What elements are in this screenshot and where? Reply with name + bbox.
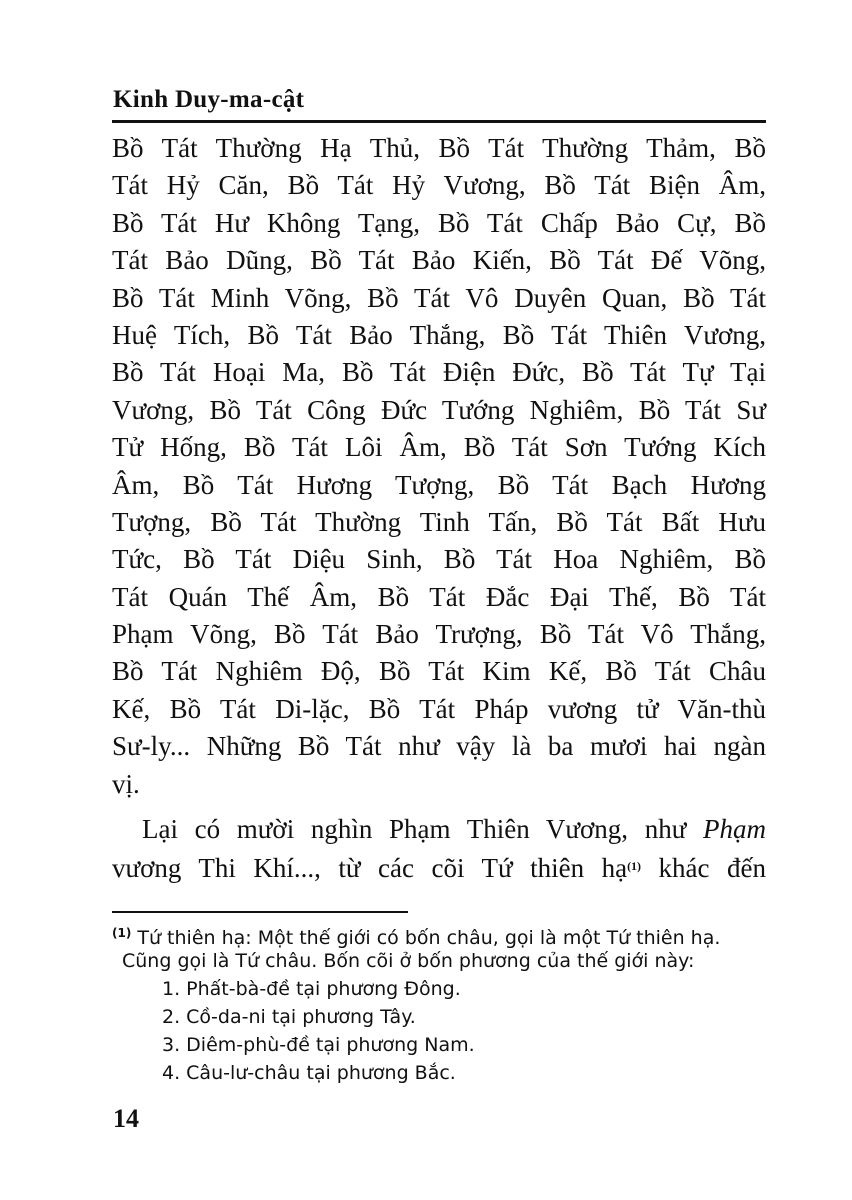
text-line: Tát Hỷ Căn, Bồ Tát Hỷ Vương, Bồ Tát Biện Âm, (112, 170, 766, 201)
text-line: Vương, Bồ Tát Công Đức Tướng Nghiêm, Bồ Tát Sư (112, 394, 766, 425)
text-line: Sư-ly... Những Bồ Tát như vậy là ba mươi hai ngàn (112, 731, 766, 762)
text-line: Tức, Bồ Tát Diệu Sinh, Bồ Tát Hoa Nghiêm, Bồ (112, 544, 766, 575)
text-line (112, 811, 766, 848)
footnote-list-item: 3. Diêm-phù-đề tại phương Nam. (162, 1034, 475, 1056)
text-line: Tát Bảo Dũng, Bồ Tát Bảo Kiến, Bồ Tát Đế Võng, (112, 245, 766, 276)
footnote-reference[interactable]: (1) (627, 859, 642, 874)
footnote-line (112, 919, 766, 947)
text-line: Bồ Tát Nghiêm Độ, Bồ Tát Kim Kế, Bồ Tát Châu (112, 656, 766, 687)
page-number: 14 (113, 1104, 139, 1133)
text-line (112, 848, 766, 885)
footnote-list-item: 4. Câu-lư-châu tại phương Bắc. (162, 1062, 456, 1084)
text-line: Âm, Bồ Tát Hương Tượng, Bồ Tát Bạch Hương (112, 469, 766, 500)
body-text (112, 130, 766, 886)
footnote-list-item: 1. Phất-bà-đề tại phương Đông. (162, 978, 461, 1000)
paragraph-2 (112, 811, 766, 886)
text-line: Huệ Tích, Bồ Tát Bảo Thắng, Bồ Tát Thiên Vương, (112, 319, 766, 350)
text-line: Phạm Võng, Bồ Tát Bảo Trượng, Bồ Tát Vô Thắng, (112, 619, 766, 650)
footnote-list-item: 2. Cồ-da-ni tại phương Tây. (162, 1006, 416, 1028)
paragraph-1 (112, 130, 766, 803)
text-line: Tượng, Bồ Tát Thường Tinh Tấn, Bồ Tát Bất Hưu (112, 506, 766, 537)
text-line: vị. (112, 768, 140, 799)
header-rule (112, 120, 766, 123)
text-line: Tử Hống, Bồ Tát Lôi Âm, Bồ Tát Sơn Tướng Kích (112, 432, 766, 463)
text-line: Kế, Bồ Tát Di-lặc, Bồ Tát Pháp vương tử Văn-thù (112, 693, 766, 724)
footnote (112, 919, 766, 1087)
footnote-marker: (1) (112, 926, 132, 940)
text-span: Lại có mười nghìn Phạm Thiên Vương, như (142, 814, 687, 845)
text-span: vương Thi Khí..., từ các cõi Tứ thiên hạ (112, 853, 628, 884)
footnote-rule (112, 911, 408, 913)
running-header-title: Kinh Duy-ma-cật (113, 86, 305, 113)
text-line: Bồ Tát Minh Võng, Bồ Tát Vô Duyên Quan, Bồ Tát (112, 282, 766, 313)
text-line: Bồ Tát Hoại Ma, Bồ Tát Điện Đức, Bồ Tát Tự Tại (112, 357, 766, 388)
text-line: Bồ Tát Thường Hạ Thủ, Bồ Tát Thường Thảm, Bồ (112, 133, 766, 163)
footnote-line: Cũng gọi là Tứ châu. Bốn cõi ở bốn phương của thế giới này: (122, 950, 695, 972)
text-span: Tứ thiên hạ: Một thế giới có bốn châu, gọi là một Tứ thiên hạ. (131, 927, 721, 949)
text-line: Tát Quán Thế Âm, Bồ Tát Đắc Đại Thế, Bồ Tát (112, 581, 766, 612)
italic-text: Phạm (703, 814, 766, 845)
text-span: khác đến (641, 853, 767, 884)
text-line: Bồ Tát Hư Không Tạng, Bồ Tát Chấp Bảo Cự, Bồ (112, 207, 766, 238)
